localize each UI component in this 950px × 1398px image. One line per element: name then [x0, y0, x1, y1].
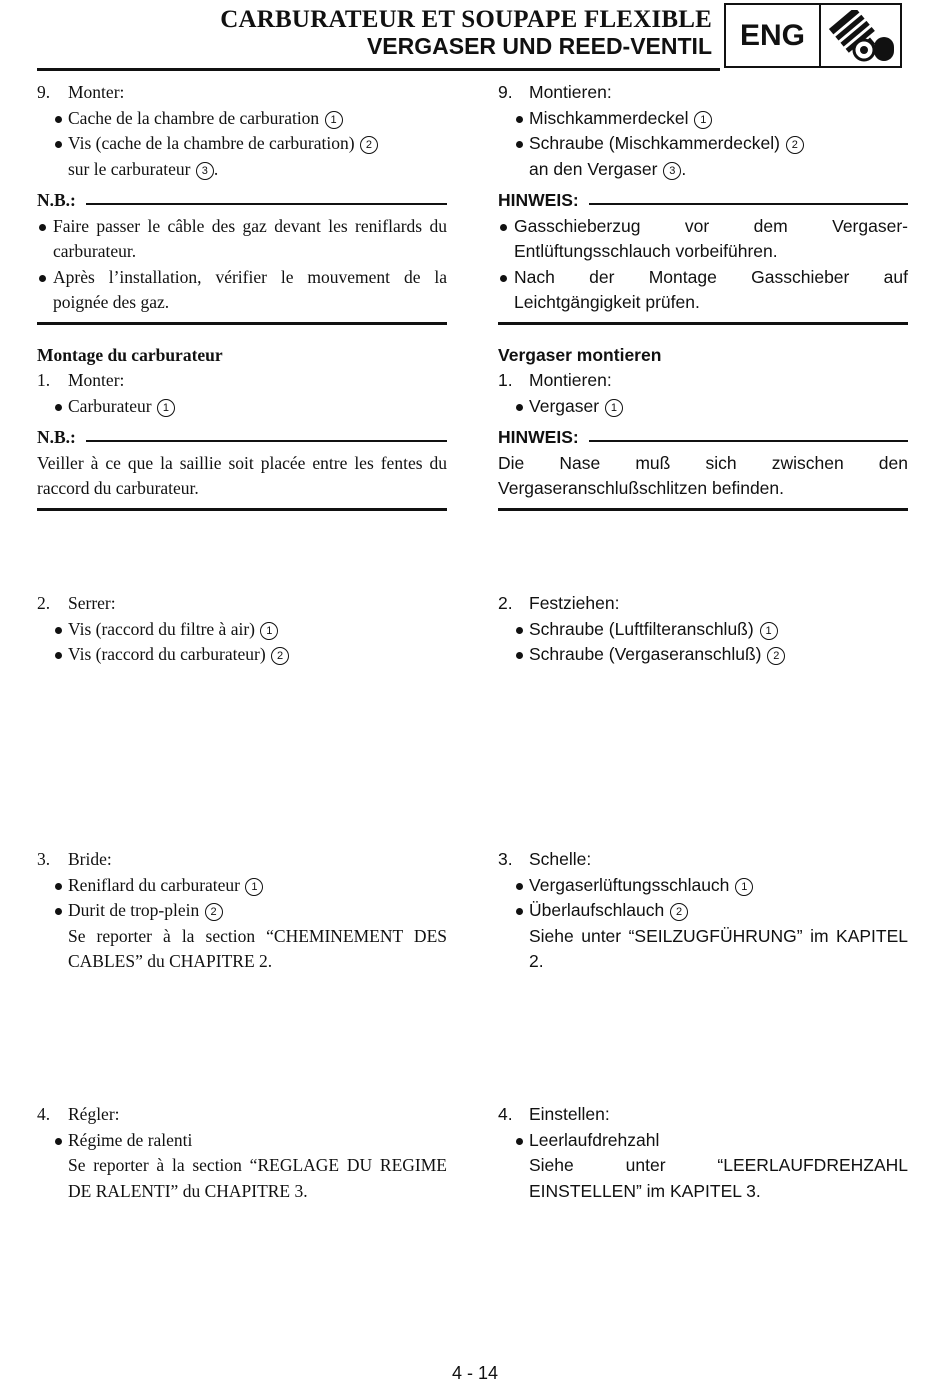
- note-end-rule: [498, 322, 908, 325]
- header-rule: [37, 68, 720, 71]
- item-text: Schraube (Mischkammerdeckel): [529, 133, 780, 153]
- note-label: HINWEIS:: [498, 427, 579, 447]
- list-item: [37, 873, 447, 899]
- item-continuation: sur le carburateur 3 .: [68, 158, 219, 179]
- note-rule: [589, 440, 908, 442]
- page-number: 4 - 14: [451, 1363, 499, 1383]
- callout-number: 1: [735, 878, 753, 896]
- callout-number: 2: [786, 136, 804, 154]
- step-number: 3.: [37, 849, 51, 869]
- item-continuation: Se reporter à la section “REGLAGE DU REGIME DE RALENTI” du CHAPITRE 3.: [68, 1155, 447, 1201]
- item-text: Schraube (Luftfilteranschluß): [529, 618, 754, 639]
- section-heading: Vergaser montieren: [498, 344, 662, 365]
- step-label: Schelle:: [529, 849, 592, 869]
- callout-number: 2: [767, 647, 785, 665]
- german-column-top: [498, 80, 908, 511]
- step-3: [37, 847, 447, 873]
- french-step-2: [37, 591, 447, 668]
- item-text: Vis (cache de la chambre de carburation): [68, 133, 355, 153]
- callout-number: 2: [360, 136, 378, 154]
- item-text: Reniflard du carburateur: [68, 874, 241, 895]
- note-rule: [589, 203, 908, 205]
- note-item: Nach der Montage Gasschieber auf Leichtgängigkeit prüfen.: [498, 265, 908, 316]
- step-number: 1.: [498, 370, 513, 390]
- note-header: [498, 425, 908, 451]
- list-item: [37, 106, 447, 132]
- item-text: Vergaserlüftungsschlauch: [529, 874, 730, 895]
- step-2: [498, 591, 908, 617]
- item-continuation: Se reporter à la section “CHEMINEMENT DES CABLES” du CHAPITRE 2.: [68, 925, 447, 971]
- step-1: [498, 368, 908, 394]
- item-text: Vergaser: [529, 395, 600, 416]
- note-end-rule: [498, 508, 908, 511]
- step-label: Bride:: [68, 849, 112, 869]
- note-rule: [86, 440, 447, 442]
- callout-number: 1: [260, 622, 278, 640]
- callout-number: 1: [245, 878, 263, 896]
- item-text: an den Vergaser: [529, 158, 658, 179]
- callout-number: 1: [157, 399, 175, 417]
- list-item: [37, 394, 447, 420]
- french-column-top: [37, 80, 447, 511]
- callout-number: 2: [205, 903, 223, 921]
- list-item: [498, 642, 908, 668]
- step-9: [37, 80, 447, 106]
- callout-number: 3: [196, 162, 214, 180]
- list-item: Leerlaufdrehzahl: [498, 1128, 908, 1154]
- item-text: sur le carburateur: [68, 158, 191, 179]
- item-text: Überlaufschlauch: [529, 900, 665, 920]
- step-label: Montieren:: [529, 370, 612, 390]
- note-item: Faire passer le câble des gaz devant les reniflards du carburateur.: [37, 214, 447, 265]
- list-item: [498, 394, 908, 420]
- step-number: 4.: [37, 1104, 51, 1124]
- note-item: Gasschieberzug vor dem Vergaser-Entlüftungsschlauch vorbeiführen.: [498, 214, 908, 265]
- item-text: Schraube (Vergaseranschluß): [529, 644, 762, 664]
- note-header: [37, 425, 447, 451]
- note-end-rule: [37, 508, 447, 511]
- header-title-french: CARBURATEUR ET SOUPAPE FLEXIBLE: [220, 6, 712, 33]
- step-number: 2.: [37, 593, 51, 613]
- step-1: [37, 368, 447, 394]
- step-4: [37, 1102, 447, 1128]
- callout-number: 2: [271, 647, 289, 665]
- list-item: [498, 617, 908, 643]
- french-step-3: [37, 847, 447, 975]
- callout-number: 1: [605, 399, 623, 417]
- step-number: 9.: [498, 82, 513, 102]
- step-2: [37, 591, 447, 617]
- step-label: Einstellen:: [529, 1104, 610, 1124]
- step-label: Monter:: [68, 82, 125, 102]
- note-rule: [86, 203, 447, 205]
- header-title-german: VERGASER UND REED-VENTIL: [366, 33, 712, 59]
- step-label: Monter:: [68, 370, 125, 390]
- step-9: [498, 80, 908, 106]
- item-text: Durit de trop-plein: [68, 900, 200, 920]
- note-label: HINWEIS:: [498, 190, 579, 210]
- step-number: 3.: [498, 849, 513, 869]
- note-item: Après l’installation, vérifier le mouvement de la poignée des gaz.: [37, 265, 447, 316]
- step-number: 2.: [498, 593, 513, 613]
- callout-number: 2: [670, 903, 688, 921]
- list-item: [498, 106, 908, 132]
- callout-number: 1: [325, 111, 343, 129]
- item-continuation: an den Vergaser 3 .: [529, 158, 687, 179]
- engine-piston-icon: [821, 5, 900, 66]
- list-item: [37, 617, 447, 643]
- list-item: [37, 131, 447, 157]
- step-label: Serrer:: [68, 593, 116, 613]
- step-4: [498, 1102, 908, 1128]
- list-item: [37, 898, 447, 924]
- note-text: Die Nase muß sich zwischen den Vergaseranschlußschlitzen befinden.: [498, 452, 908, 498]
- badge-label: ENG: [726, 5, 821, 66]
- step-number: 4.: [498, 1104, 513, 1124]
- german-step-2: [498, 591, 908, 668]
- note-end-rule: [37, 322, 447, 325]
- item-continuation: Siehe unter “LEERLAUFDREHZAHL EINSTELLEN” im KAPITEL 3.: [529, 1155, 908, 1201]
- item-text: Vis (raccord du carburateur): [68, 644, 266, 664]
- step-number: 9.: [37, 82, 51, 102]
- note-header: [37, 188, 447, 214]
- step-label: Régler:: [68, 1104, 120, 1124]
- list-item: [498, 131, 908, 157]
- item-text: Carburateur: [68, 395, 152, 416]
- section-heading: Montage du carburateur: [37, 344, 223, 365]
- callout-number: 3: [663, 162, 681, 180]
- note-label: N.B.:: [37, 427, 76, 447]
- item-text: Vis (raccord du filtre à air): [68, 618, 255, 639]
- step-label: Festziehen:: [529, 593, 620, 613]
- step-number: 1.: [37, 370, 51, 390]
- item-text: Mischkammerdeckel: [529, 107, 689, 128]
- list-item: [498, 873, 908, 899]
- list-item: [498, 898, 908, 924]
- german-step-3: [498, 847, 908, 975]
- note-text: Veiller à ce que la saillie soit placée entre les fentes du raccord du carburateur.: [37, 452, 447, 498]
- note-header: [498, 188, 908, 214]
- german-step-4: [498, 1102, 908, 1204]
- step-3: [498, 847, 908, 873]
- item-text: Cache de la chambre de carburation: [68, 107, 320, 128]
- item-continuation: Siehe unter “SEILZUGFÜHRUNG” im KAPITEL 2.: [529, 925, 908, 971]
- list-item: [37, 642, 447, 668]
- callout-number: 1: [760, 622, 778, 640]
- section-badge: [724, 3, 902, 68]
- step-label: Montieren:: [529, 82, 612, 102]
- list-item: Régime de ralenti: [37, 1128, 447, 1154]
- callout-number: 1: [694, 111, 712, 129]
- french-step-4: [37, 1102, 447, 1204]
- note-label: N.B.:: [37, 190, 76, 210]
